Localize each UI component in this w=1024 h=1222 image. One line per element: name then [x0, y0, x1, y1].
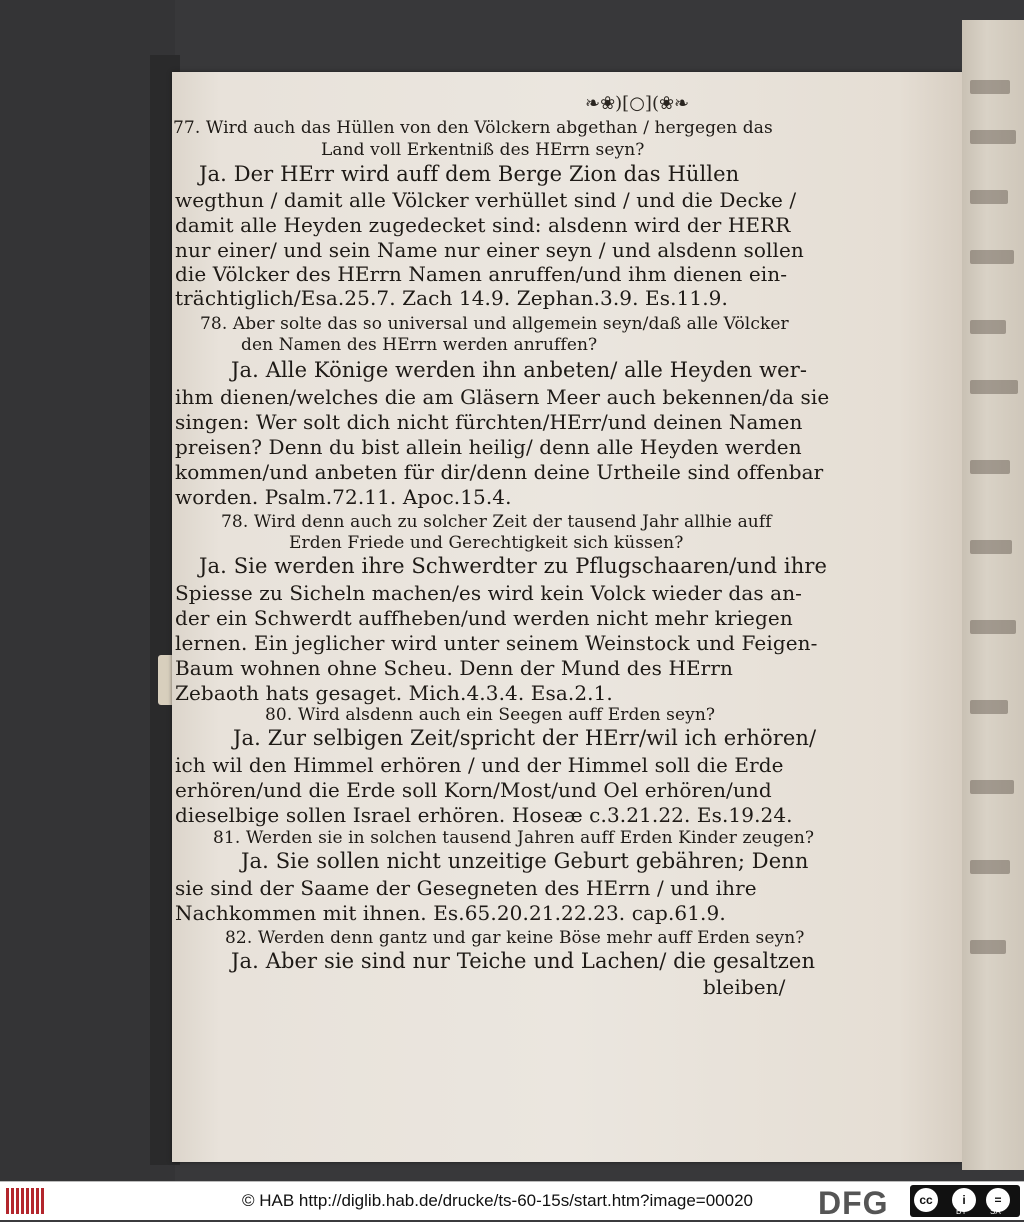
- text-line: worden. Psalm.72.11. Apoc.15.4.: [175, 485, 512, 509]
- sa-label: SA: [990, 1207, 1001, 1216]
- copyright-link[interactable]: © HAB http://diglib.hab.de/drucke/ts-60-15s/start.htm?image=00020: [242, 1191, 754, 1210]
- text-line: lernen. Ein jeglicher wird unter seinem Weinstock und Feigen-: [175, 631, 818, 655]
- text-line: 81. Werden sie in solchen tausend Jahren auff Erden Kinder zeugen?: [213, 828, 815, 848]
- by-label: BY: [956, 1207, 967, 1216]
- text-line: Ja. Sie werden ihre Schwerdter zu Pflugschaaren/und ihre: [199, 554, 828, 578]
- text-line: Nachkommen mit ihnen. Es.65.20.21.22.23. cap.61.9.: [175, 901, 726, 925]
- text-line: trächtiglich/Esa.25.7. Zach 14.9. Zephan.3.9. Es.11.9.: [175, 286, 728, 310]
- text-line: erhören/und die Erde soll Korn/Most/und Oel erhören/und: [175, 778, 772, 802]
- text-line: damit alle Heyden zugedecket sind: alsdenn wird der HERR: [175, 213, 791, 237]
- text-line: ihm dienen/welches die am Gläsern Meer auch bekennen/da sie: [175, 385, 830, 409]
- hab-logo-icon[interactable]: [6, 1188, 46, 1214]
- text-line: 82. Werden denn gantz und gar keine Böse mehr auff Erden seyn?: [225, 928, 805, 948]
- header-ornament: ❧❀)[○](❀❧: [585, 93, 690, 114]
- text-line: Ja. Aber sie sind nur Teiche und Lachen/ die gesaltzen: [231, 949, 816, 973]
- left-background: [0, 0, 175, 1181]
- dfg-logo[interactable]: DFG: [818, 1185, 889, 1221]
- text-line: sie sind der Saame der Gesegneten des HErrn / und ihre: [175, 876, 757, 900]
- text-line: der ein Schwerdt auffheben/und werden nicht mehr kriegen: [175, 606, 793, 630]
- text-line: nur einer/ und sein Name nur einer seyn / und alsdenn sollen: [175, 238, 804, 262]
- text-line: die Völcker des HErrn Namen anruffen/und ihm dienen ein-: [175, 262, 788, 286]
- text-line: kommen/und anbeten für dir/denn deine Urtheile sind offenbar: [175, 460, 824, 484]
- text-line: preisen? Denn du bist allein heilig/ denn alle Heyden werden: [175, 435, 802, 459]
- text-line: 77. Wird auch das Hüllen von den Völckern abgethan / hergegen das: [173, 118, 773, 138]
- by-icon: i: [952, 1188, 976, 1212]
- text-line: Erden Friede und Gerechtigkeit sich küssen?: [289, 533, 684, 553]
- text-line: 78. Aber solte das so universal und allgemein seyn/daß alle Völcker: [200, 314, 789, 334]
- text-line: 78. Wird denn auch zu solcher Zeit der tausend Jahr allhie auff: [221, 512, 772, 532]
- text-line: Zebaoth hats gesaget. Mich.4.3.4. Esa.2.1.: [175, 681, 613, 705]
- facing-page-edge: [962, 20, 1024, 1170]
- text-line: Ja. Der HErr wird auff dem Berge Zion das Hüllen: [199, 162, 740, 186]
- text-line: Ja. Alle Könige werden ihn anbeten/ alle Heyden wer-: [231, 358, 808, 382]
- text-line: bleiben/: [703, 975, 786, 999]
- text-line: ich wil den Himmel erhören / und der Himmel soll die Erde: [175, 753, 784, 777]
- text-line: Baum wohnen ohne Scheu. Denn der Mund des HErrn: [175, 656, 733, 680]
- text-line: Land voll Erkentniß des HErrn seyn?: [321, 140, 645, 160]
- text-line: 80. Wird alsdenn auch ein Seegen auff Erden seyn?: [265, 705, 716, 725]
- text-line: Ja. Zur selbigen Zeit/spricht der HErr/wil ich erhören/: [233, 726, 817, 750]
- sa-icon: =: [986, 1188, 1010, 1212]
- text-line: Spiesse zu Sicheln machen/es wird kein Volck wieder das an-: [175, 581, 803, 605]
- text-line: dieselbige sollen Israel erhören. Hoseæ c.3.21.22. Es.19.24.: [175, 803, 793, 827]
- cc-license-badge[interactable]: [910, 1185, 1020, 1217]
- text-line: wegthun / damit alle Völcker verhüllet sind / und die Decke /: [175, 188, 797, 212]
- footer-bar: [0, 1181, 1024, 1220]
- text-line: singen: Wer solt dich nicht fürchten/HErr/und deinen Namen: [175, 410, 803, 434]
- text-line: den Namen des HErrn werden anruffen?: [241, 335, 598, 355]
- text-line: Ja. Sie sollen nicht unzeitige Geburt gebähren; Denn: [241, 849, 809, 873]
- cc-icon: cc: [914, 1188, 938, 1212]
